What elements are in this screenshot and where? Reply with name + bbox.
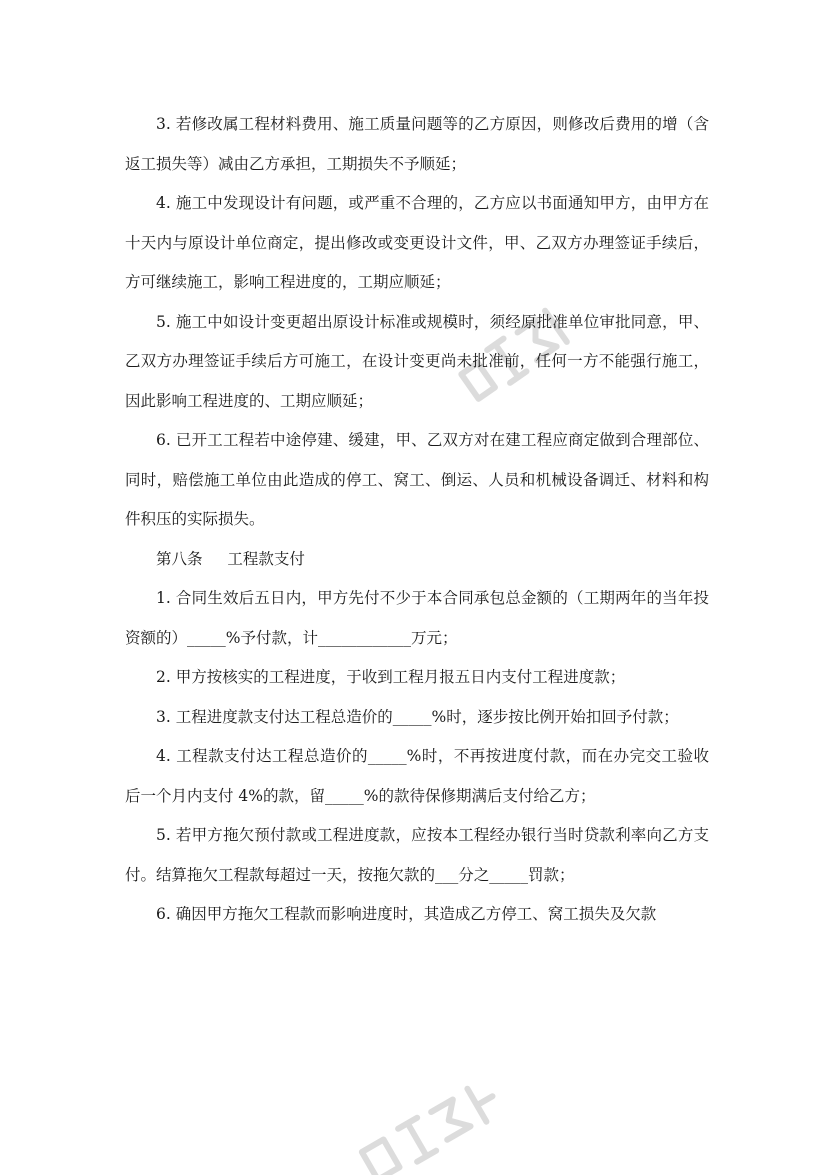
clause-8-1: 1. 合同生效后五日内，甲方先付不少于本合同承包总金额的（工期两年的当年投资额的）_____%予付款，计____________万元； (125, 589, 709, 647)
clause-7-5: 5. 施工中如设计变更超出原设计标准或规模时，须经原批准单位审批同意，甲、乙双方办理签证手续后方可施工，在设计变更尚未批准前，任何一方不能强行施工，因此影响工程进度的、工期应顺延； (125, 312, 709, 410)
clause-8-5: 5. 若甲方拖欠预付款或工程进度款，应按本工程经办银行当时贷款利率向乙方支付。结算拖欠工程款每超过一天，按拖欠款的___分之_____罚款； (125, 826, 709, 884)
clause-8-4: 4. 工程款支付达工程总造价的_____%时，不再按进度付款，而在办完交工验收后一个月内支付 4%的款，留_____%的款待保修期满后支付给乙方； (125, 747, 709, 805)
clause-7-6: 6. 已开工工程若中途停建、缓建，甲、乙双方对在建工程应商定做到合理部位、同时，赔偿施工单位由此造成的停工、窝工、倒运、人员和机械设备调迁、材料和构件积压的实际损失。 (125, 431, 709, 528)
article-number: 第八条 (156, 549, 203, 568)
clause-8-6: 6. 确因甲方拖欠工程款而影响进度时，其造成乙方停工、窝工损失及欠款 (156, 905, 657, 923)
article-heading (125, 540, 709, 580)
watermark-bottom (345, 1085, 515, 1175)
document-body (125, 105, 709, 935)
clause-7-4: 4. 施工中发现设计有问题，或严重不合理的，乙方应以书面通知甲方，由甲方在十天内与原设计单位商定，提出修改或变更设计文件，甲、乙双方办理签证手续后，方可继续施工，影响工程进度的，工期应顺延； (125, 194, 709, 291)
clause-8-3: 3. 工程进度款支付达工程总造价的_____%时，逐步按比例开始扣回予付款； (156, 707, 679, 726)
clause-8-2: 2. 甲方按核实的工程进度，于收到工程月报五日内支付工程进度款； (156, 668, 626, 686)
article-title: 工程款支付 (227, 549, 305, 568)
clause-7-3: 3. 若修改属工程材料费用、施工质量问题等的乙方原因，则修改后费用的增（含返工损失等）减由乙方承担，工期损失不予顺延； (125, 115, 709, 173)
watermark-bottom-graphic (345, 1085, 515, 1175)
